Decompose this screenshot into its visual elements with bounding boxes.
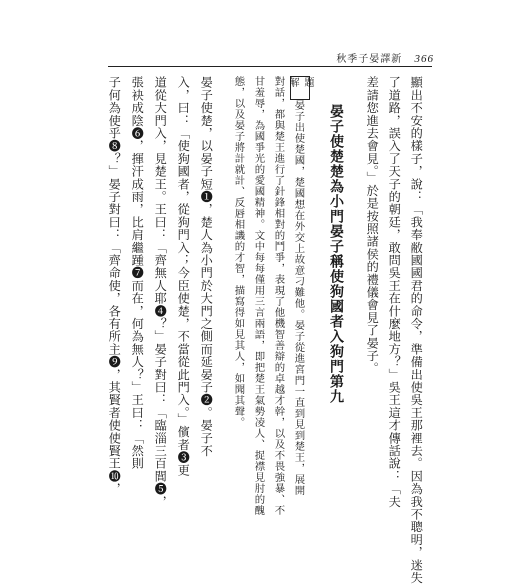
translation-line: 了道路，誤入了天子的朝廷，敢問吳王在什麼地方？」吳王這才傳話說：「夫 — [387, 76, 402, 508]
header-rule — [108, 66, 432, 67]
intro-line: 甘羞辱，為國爭光的愛國精神。文中每每僅用三言兩語，即把楚王氣勢凌人、捉襟見肘的醜 — [252, 76, 265, 516]
book-title: 秋季子晏譯新 — [336, 54, 403, 65]
intro-line: 晏子出使楚國，楚國想在外交上故意刁難他。晏子從進宮門一直到見到楚王，展開 — [292, 100, 305, 496]
original-text-line: 道從大門入，見楚王。王曰：「齊無人耶❹？」晏子對曰：「臨淄三百閭❺， — [153, 76, 168, 508]
intro-line: 對話，都與楚王進行了針鋒相對的鬥爭，表現了他機智善辯的卓越才幹，以及不畏強暴、不 — [272, 76, 285, 516]
original-text-line: 晏子使楚，以晏子短❶，楚人為小門於大門之側而延晏子❷。晏子不 — [199, 76, 214, 457]
original-text-line: 子何為使乎❽？」晏子對曰：「齊命使，各有所主❾，其賢者使使賢王❿， — [107, 76, 122, 496]
chapter-title: 晏子使楚楚為小門晏子稱使狗國者入狗門第九 — [328, 104, 344, 404]
running-header — [336, 50, 434, 65]
translation-line: 顯出不安的樣子，說：「我奉敝國國君的命令，準備出使吳王那裡去。因為我不聰明，迷失 — [409, 76, 424, 584]
intro-line: 態，以及晏子將計就計、反唇相譏的才智，描寫得如見其人，如聞其聲。 — [232, 76, 245, 428]
translation-line: 差請您進去會見。」於是按照諸侯的禮儀會見了晏子。 — [365, 76, 380, 375]
original-text-line: 張袂成陰❻，揮汗成雨，比肩繼踵❼而在，何為無人？」王曰：「然則 — [130, 76, 145, 470]
intro-label: 題 解 — [290, 76, 310, 100]
original-text-line: 入，曰：「使狗國者，從狗門入；今臣使楚，不當從此門入。」儐者❸更 — [176, 76, 191, 477]
page-number: 366 — [414, 53, 434, 65]
